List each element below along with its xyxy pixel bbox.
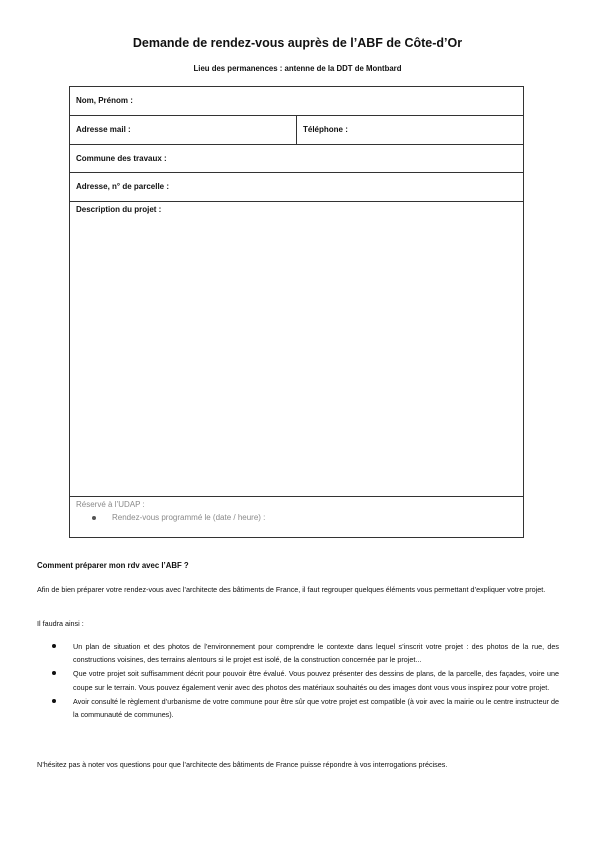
commune-label: Commune des travaux : (76, 154, 167, 163)
bullet-icon (92, 516, 96, 520)
bullet-icon (52, 671, 56, 675)
phone-label: Téléphone : (303, 125, 348, 134)
list-item-text: Que votre projet soit suffisamment décrit pour pouvoir être évalué. Vous pouvez présenter des dessins de plans, de la parcelle, des façades, voire une coupe sur le terrain. Vous pouvez également venir avec des photos des matériaux souhaités ou des images dont vous vous inspirez pour votre projet. (73, 669, 559, 692)
guide-lead: Il faudra ainsi : (37, 619, 84, 628)
email-label: Adresse mail : (76, 125, 131, 134)
contact-row (70, 116, 523, 145)
page-subtitle: Lieu des permanences : antenne de la DDT de Montbard (193, 64, 402, 73)
reserved-appointment-item (92, 513, 265, 522)
phone-field[interactable] (297, 116, 523, 144)
description-field[interactable] (70, 202, 523, 497)
list-item-text: Avoir consulté le règlement d’urbanisme de votre commune pour être sûr que votre projet est compatible (à voir avec la mairie ou le centre instructeur de la communauté de communes). (73, 696, 559, 720)
list-item-text: Un plan de situation et des photos de l’environnement pour comprendre le contexte dans lequel s’inscrit votre projet : des photos de la rue, des constructions voisines, des terrains alentours si le projet est isolé, de la construction concernée par le projet... (73, 642, 559, 665)
appointment-form (69, 86, 524, 538)
description-label: Description du projet : (76, 205, 162, 214)
email-field[interactable] (70, 116, 296, 144)
list-item (37, 667, 559, 693)
guide-intro: Afin de bien préparer votre rendez-vous avec l’architecte des bâtiments de France, il faut regrouper quelques éléments vous permettant d’expliquer votre projet. (37, 585, 546, 594)
guide-heading: Comment préparer mon rdv avec l’ABF ? (37, 561, 189, 570)
address-label: Adresse, n° de parcelle : (76, 182, 170, 191)
address-field[interactable] (70, 173, 523, 202)
guide-closing: N’hésitez pas à noter vos questions pour que l’architecte des bâtiments de France puisse répondre à vos interrogations précises. (37, 760, 448, 769)
list-item (37, 640, 559, 666)
guide-list (37, 640, 559, 722)
commune-field[interactable] (70, 145, 523, 173)
name-field[interactable] (70, 87, 523, 116)
reserved-label: Réservé à l’UDAP : (76, 500, 145, 509)
list-item (37, 695, 559, 721)
reserved-section (70, 497, 523, 537)
reserved-appointment-text: Rendez-vous programmé le (date / heure) : (112, 513, 266, 522)
bullet-icon (52, 644, 56, 648)
page-title: Demande de rendez-vous auprès de l’ABF de Côte-d’Or (132, 36, 463, 50)
name-label: Nom, Prénom : (76, 96, 133, 105)
bullet-icon (52, 699, 56, 703)
